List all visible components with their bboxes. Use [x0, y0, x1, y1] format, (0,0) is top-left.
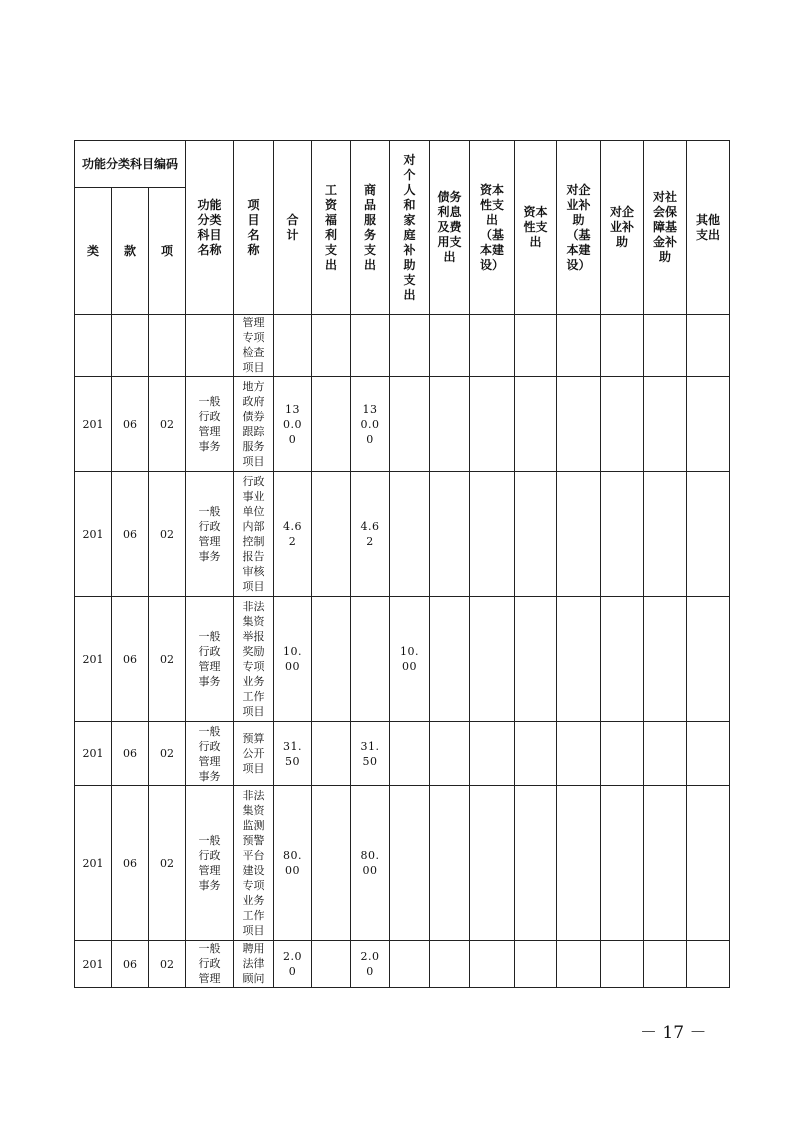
- cell-func: 一般行政管理事务: [186, 597, 234, 722]
- cell-project: 预算公开项目: [234, 722, 274, 786]
- cell-personal: [390, 786, 430, 941]
- header-enterprise-base: 对企 业补 助 （基 本建 设）: [557, 141, 601, 315]
- cell-xiang: 02: [149, 722, 186, 786]
- cell-total: 31.50: [274, 722, 312, 786]
- cell-total: 80.00: [274, 786, 312, 941]
- page-number: － 17 －: [640, 1023, 707, 1043]
- table-row: [75, 597, 730, 722]
- header-other: 其他 支出: [687, 141, 730, 315]
- cell-func: [186, 315, 234, 377]
- cell-personal: 10.00: [390, 597, 430, 722]
- cell-personal: [390, 722, 430, 786]
- cell-kuan: 06: [112, 786, 149, 941]
- cell-lei: 201: [75, 722, 112, 786]
- header-function-code-group: 功能分类科目编码: [75, 141, 186, 188]
- cell-kuan: 06: [112, 472, 149, 597]
- cell-lei: 201: [75, 597, 112, 722]
- cell-func: 一般行政管理事务: [186, 377, 234, 472]
- header-personal-subsidy: 对 个 人 和 家 庭 补 助 支 出: [390, 141, 430, 315]
- cell-xiang: 02: [149, 472, 186, 597]
- table-row: [75, 315, 730, 377]
- cell-func: 一般行政管理事务: [186, 722, 234, 786]
- cell-lei: 201: [75, 377, 112, 472]
- cell-lei: 201: [75, 941, 112, 988]
- table-row: [75, 377, 730, 472]
- cell-kuan: 06: [112, 377, 149, 472]
- cell-goods: 4.62: [351, 472, 390, 597]
- cell-goods: 2.00: [351, 941, 390, 988]
- cell-total: 4.62: [274, 472, 312, 597]
- header-xiang: 项: [149, 188, 186, 315]
- header-capital-base: 资本 性支 出 （基 本建 设）: [470, 141, 515, 315]
- cell-project: 非法集资监测预警平台建设专项业务工作项目: [234, 786, 274, 941]
- cell-personal: [390, 941, 430, 988]
- cell-lei: [75, 315, 112, 377]
- table-row: [75, 472, 730, 597]
- cell-project: 聘用法律顾问: [234, 941, 274, 988]
- cell-goods: 31.50: [351, 722, 390, 786]
- header-project-name: 项 目 名 称: [234, 141, 274, 315]
- budget-table: [74, 140, 730, 988]
- cell-personal: [390, 472, 430, 597]
- cell-lei: 201: [75, 472, 112, 597]
- cell-func: 一般行政管理事务: [186, 786, 234, 941]
- header-enterprise: 对企 业补 助: [601, 141, 644, 315]
- cell-total: 10.00: [274, 597, 312, 722]
- cell-kuan: [112, 315, 149, 377]
- cell-project: 管理专项检查项目: [234, 315, 274, 377]
- cell-personal: [390, 315, 430, 377]
- header-function-name: 功能 分类 科目 名称: [186, 141, 234, 315]
- cell-personal: [390, 377, 430, 472]
- header-wage-welfare: 工 资 福 利 支 出: [312, 141, 351, 315]
- header-capital: 资本 性支 出: [515, 141, 557, 315]
- header-kuan: 款: [112, 188, 149, 315]
- cell-project: 地方政府债券跟踪服务项目: [234, 377, 274, 472]
- cell-kuan: 06: [112, 941, 149, 988]
- cell-project: 非法集资举报奖励专项业务工作项目: [234, 597, 274, 722]
- cell-xiang: 02: [149, 597, 186, 722]
- cell-goods: 80.00: [351, 786, 390, 941]
- cell-goods: [351, 597, 390, 722]
- cell-total: 130.00: [274, 377, 312, 472]
- cell-xiang: [149, 315, 186, 377]
- header-debt-interest: 债务 利息 及费 用支 出: [430, 141, 470, 315]
- cell-project: 行政事业单位内部控制报告审核项目: [234, 472, 274, 597]
- cell-kuan: 06: [112, 597, 149, 722]
- header-lei: 类: [75, 188, 112, 315]
- cell-total: 2.00: [274, 941, 312, 988]
- header-social-security: 对社 会保 障基 金补 助: [644, 141, 687, 315]
- cell-xiang: 02: [149, 786, 186, 941]
- cell-xiang: 02: [149, 377, 186, 472]
- table-row: [75, 722, 730, 786]
- cell-xiang: 02: [149, 941, 186, 988]
- table-row: [75, 786, 730, 941]
- cell-total: [274, 315, 312, 377]
- header-total: 合 计: [274, 141, 312, 315]
- header-goods-services: 商 品 服 务 支 出: [351, 141, 390, 315]
- cell-kuan: 06: [112, 722, 149, 786]
- cell-goods: 130.00: [351, 377, 390, 472]
- cell-func: 一般行政管理: [186, 941, 234, 988]
- cell-goods: [351, 315, 390, 377]
- cell-lei: 201: [75, 786, 112, 941]
- cell-func: 一般行政管理事务: [186, 472, 234, 597]
- table-row: [75, 941, 730, 988]
